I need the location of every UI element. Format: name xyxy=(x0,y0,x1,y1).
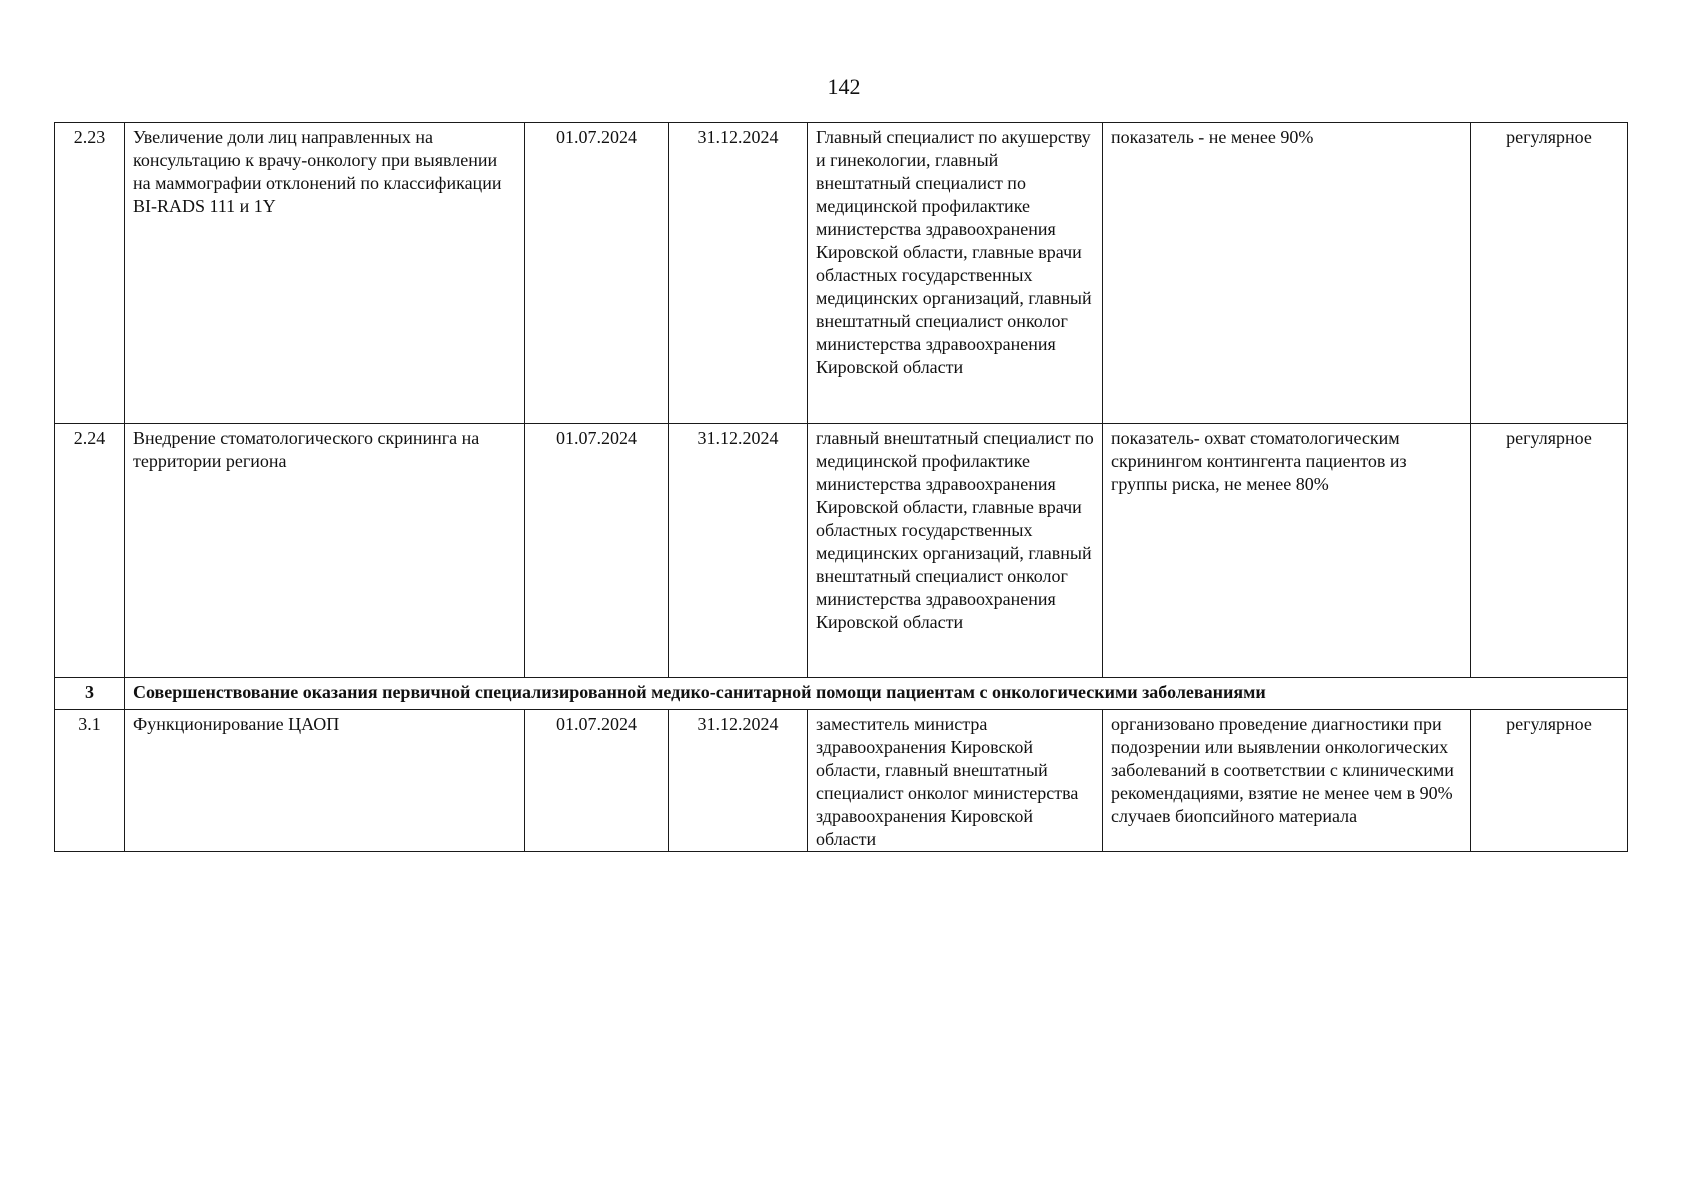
section-title: Совершенствование оказания первичной специализированной медико-санитарной помощи пациентам с онкологическими заболеваниями xyxy=(125,678,1628,710)
responsible-persons: заместитель министра здравоохранения Кировской области, главный внештатный специалист онколог министерства здравоохранения Кировской области xyxy=(808,710,1103,852)
table-row-2-24 xyxy=(55,424,1628,678)
table-row-2-23 xyxy=(55,123,1628,424)
activity-title: Внедрение стоматологического скрининга на территории региона xyxy=(125,424,525,678)
expected-result: организовано проведение диагностики при подозрении или выявлении онкологических заболеваний в соответствии с клиническими рекомендациями, взятие не менее чем в 90% случаев биопсийного материала xyxy=(1103,710,1471,852)
activity-title: Увеличение доли лиц направленных на консультацию к врачу-онкологу при выявлении на маммографии отклонений по классификации BI-RADS 111 и 1Y xyxy=(125,123,525,424)
end-date: 31.12.2024 xyxy=(669,424,808,678)
activity-type: регулярное xyxy=(1471,710,1628,852)
row-number: 3.1 xyxy=(55,710,125,852)
section-row-3 xyxy=(55,678,1628,710)
activity-type: регулярное xyxy=(1471,123,1628,424)
activity-title: Функционирование ЦАОП xyxy=(125,710,525,852)
activity-type: регулярное xyxy=(1471,424,1628,678)
page-number: 142 xyxy=(827,74,861,99)
end-date: 31.12.2024 xyxy=(669,710,808,852)
responsible-persons: главный внештатный специалист по медицинской профилактике министерства здравоохранения Кировской области, главные врачи областных государственных медицинских организаций, главный внештатный специалист онколог министерства здравоохранения Кировской области xyxy=(808,424,1103,678)
responsible-persons: Главный специалист по акушерству и гинекологии, главный внештатный специалист по медицинской профилактике министерства здравоохранения Кировской области, главные врачи областных государственных медицинских организаций, главный внештатный специалист онколог министерства здравоохранения Кировской области xyxy=(808,123,1103,424)
start-date: 01.07.2024 xyxy=(525,123,669,424)
start-date: 01.07.2024 xyxy=(525,424,669,678)
expected-result: показатель- охват стоматологическим скринингом контингента пациентов из группы риска, не менее 80% xyxy=(1103,424,1471,678)
expected-result: показатель - не менее 90% xyxy=(1103,123,1471,424)
activities-table xyxy=(54,122,1628,852)
row-number: 2.23 xyxy=(55,123,125,424)
row-number: 2.24 xyxy=(55,424,125,678)
section-number: 3 xyxy=(55,678,125,710)
end-date: 31.12.2024 xyxy=(669,123,808,424)
start-date: 01.07.2024 xyxy=(525,710,669,852)
table-row-3-1 xyxy=(55,710,1628,852)
